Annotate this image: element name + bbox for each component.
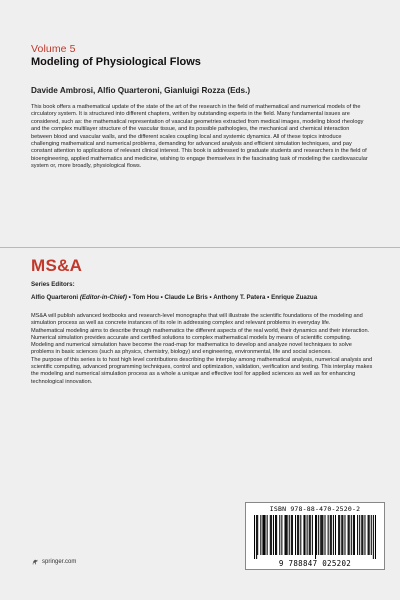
barcode-bar [364, 515, 365, 555]
barcode-bar [335, 515, 336, 555]
barcode-bar [289, 515, 290, 555]
series-editors-label: Series Editors: [31, 281, 75, 288]
barcode-bar [369, 515, 370, 555]
barcode-bar [275, 515, 276, 555]
barcode-bar [368, 515, 369, 555]
barcode-bar [339, 515, 340, 555]
barcode-bar [344, 515, 345, 555]
barcode-bar [330, 515, 331, 555]
springer-horse-icon [31, 558, 39, 566]
series-description [31, 313, 375, 386]
series-paragraph: The purpose of this series is to host high level contributions describing the interplay among mathematical analysis, numerical analysis and scientific computing, advanced programming techniques, control and optimization, validation, verification and testing. This interplay makes the modeling and numerical simulation process as a whole a unique and effective tool for applied sciences as well as for enhancing technological innovation. [31, 356, 373, 385]
barcode-bar [371, 515, 372, 555]
publisher-footer [31, 558, 76, 566]
barcode-bar [321, 515, 322, 555]
series-logo: MS&A [31, 256, 83, 275]
barcode-bar [279, 515, 280, 555]
barcode-bars [254, 515, 376, 559]
barcode-bar [291, 515, 292, 555]
barcode-bar [270, 515, 271, 555]
editor-in-chief-role: (Editor-in-Chief) [79, 294, 127, 301]
barcode-bar [281, 515, 282, 555]
volume-number: Volume 5 [31, 43, 76, 55]
barcode-bar [351, 515, 352, 555]
editor-in-chief-name: Alfio Quarteroni [31, 294, 79, 301]
barcode-bar [341, 515, 342, 555]
barcode-bar [324, 515, 325, 555]
publisher-url: springer.com [42, 559, 77, 565]
barcode-bar [262, 515, 263, 555]
barcode-bar [349, 515, 350, 555]
barcode-bar [328, 515, 329, 555]
barcode-bar [318, 515, 319, 555]
barcode-bar [333, 515, 334, 555]
barcode-bar [298, 515, 299, 555]
barcode-bar [362, 515, 363, 555]
barcode-bar [276, 515, 277, 555]
barcode-bar [310, 515, 311, 555]
barcode-bar [307, 515, 308, 555]
book-title: Modeling of Physiological Flows [31, 56, 201, 68]
barcode-bar [303, 515, 304, 555]
barcode-bar [354, 515, 355, 555]
barcode-bar [353, 515, 354, 555]
section-divider [0, 247, 400, 248]
barcode-bar [373, 515, 374, 559]
barcode-bar [322, 515, 323, 555]
barcode-bar [312, 515, 313, 555]
barcode-bar [265, 515, 266, 555]
barcode-number: 9 788847 025202 [278, 559, 352, 568]
barcode-bar [300, 515, 301, 555]
book-description: This book offers a mathematical update of the state of the art of the research in the field of mathematical and numerical models of the circulatory system. It is structured into different chapters, written by outstanding experts in the field. Many fundamental issues are considered, such as: the mathematical representation of vascular geometries extracted from medical images, modeling blood rheology and the complex multilayer structure of the vascular tissue, and its possible pathologies, the mechanical and chemical interaction between blood and vascular walls, and the different scales coupling local and systemic dynamics. All of these topics introduce challenging mathematical and numerical problems, demanding for advanced analysis and efficient simulation techniques, and pay constant attention to applications of relevant clinical interest. This book is addressed to graduate students and researchers in the field of bioengineering, applied mathematics and medicine, wishing to engage themselves in the fascinating task of modeling the cardiovascular system or, more broadly, physiological flows. [31, 104, 368, 170]
series-paragraph: MS&A will publish advanced textbooks and research-level monographs that will illustrate the scientific foundations of the modeling and simulation process as well as concrete instances of its role in addressing complex and relevant problems in everyday life. [31, 313, 363, 327]
barcode-bar [297, 515, 298, 555]
barcode-bar [295, 515, 296, 555]
series-editors-list [31, 294, 376, 301]
barcode-bar [316, 515, 317, 555]
barcode-bar [309, 515, 310, 555]
book-authors: Davide Ambrosi, Alfio Quarteroni, Gianluigi Rozza (Eds.) [31, 86, 251, 95]
barcode-bar [375, 515, 376, 559]
barcode-bar [348, 515, 349, 555]
barcode-bar [271, 515, 272, 555]
barcode-bar [320, 515, 321, 555]
barcode-bar [257, 515, 258, 555]
barcode-bar [254, 515, 255, 559]
barcode-bar [286, 515, 287, 555]
barcode-bar [338, 515, 339, 555]
barcode-bar [285, 515, 286, 555]
isbn-label: ISBN 978-88-470-2520-2 [269, 505, 361, 513]
other-editors: • Tom Hou • Claude Le Bris • Anthony T. Patera • Enrique Zuazua [128, 294, 318, 301]
barcode-bar [357, 515, 358, 555]
barcode-bar [331, 515, 332, 555]
barcode-bar [342, 515, 343, 555]
barcode-bar [304, 515, 305, 555]
barcode-bar [273, 515, 274, 555]
series-paragraph: Mathematical modeling aims to describe through mathematics the different aspects of the real world, their dynamics and their interaction. Numerical simulation provides accurate and certified solutions to complex mathematical models by means of scientific computing. Modeling and numerical simulation have become the road-map for mathematics to develop and analyze novel techniques to solve problems in basic sciences (such as physics, chemistry, biology) and engineering, environmental, life and social sciences. [31, 327, 370, 356]
barcode-bar [260, 515, 261, 555]
barcode-bar [361, 515, 362, 555]
barcode-bar [359, 515, 360, 555]
barcode-bar [263, 515, 264, 555]
barcode-bar [287, 515, 288, 555]
barcode-bar [292, 515, 293, 555]
isbn-barcode [245, 502, 385, 570]
barcode-bar [267, 515, 268, 555]
barcode-bar [315, 515, 316, 559]
barcode-bar [256, 515, 257, 559]
